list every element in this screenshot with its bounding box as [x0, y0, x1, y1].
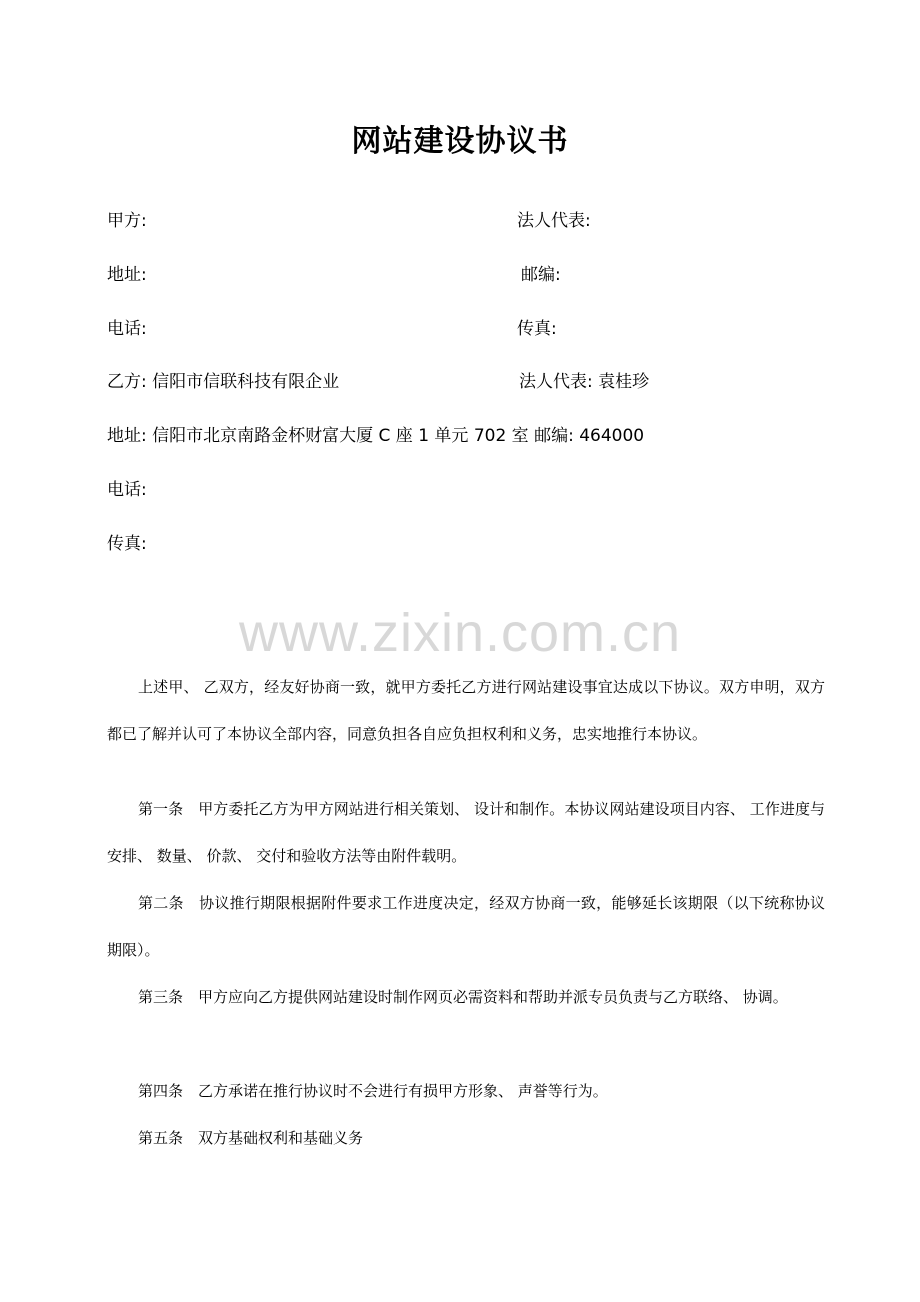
party-a-legal-rep-label: 法人代表: [517, 211, 591, 231]
article-1-paragraph: 第一条 甲方委托乙方为甲方网站进行相关策划、 设计和制作。本协议网站建设项目内容、 工作进度与安排、 数量、 价款、 交付和验收方法等由附件载明。 [107, 800, 825, 865]
party-b-phone-label: 电话: [107, 480, 147, 500]
party-a-phone-label: 电话: [107, 319, 147, 339]
article-4-paragraph: 第四条 乙方承诺在推行协议时不会进行有损甲方形象、 声誉等行为。 [138, 1082, 608, 1100]
party-b-address: 地址: 信阳市北京南路金杯财富大厦 C 座 1 单元 702 室 邮编: 464000 [107, 426, 645, 446]
preamble-paragraph: 上述甲、 乙双方，经友好协商一致，就甲方委托乙方进行网站建设事宜达成以下协议。双方申明，双方都已了解并认可了本协议全部内容，同意负担各自应负担权利和义务，忠实地推行本协议。 [107, 678, 825, 743]
party-a-name-label: 甲方: [107, 211, 147, 231]
article-2-paragraph: 第二条 协议推行期限根据附件要求工作进度决定，经双方协商一致，能够延长该期限（以下统称协议期限）。 [107, 894, 825, 959]
party-a-postcode-label: 邮编: [521, 265, 561, 285]
document-title: 网站建设协议书 [351, 124, 569, 159]
watermark: www.zixin.com.cn [238, 603, 682, 663]
party-b-fax-label: 传真: [107, 534, 147, 554]
party-b-name: 乙方: 信阳市信联科技有限企业 [107, 372, 340, 392]
article-3-paragraph: 第三条 甲方应向乙方提供网站建设时制作网页必需资料和帮助并派专员负责与乙方联络、 协调。 [138, 988, 788, 1006]
party-b-legal-rep: 法人代表: 袁桂珍 [519, 372, 650, 392]
article-5-paragraph: 第五条 双方基础权利和基础义务 [138, 1129, 364, 1147]
party-a-address-label: 地址: [107, 265, 147, 285]
party-a-fax-label: 传真: [517, 319, 557, 339]
